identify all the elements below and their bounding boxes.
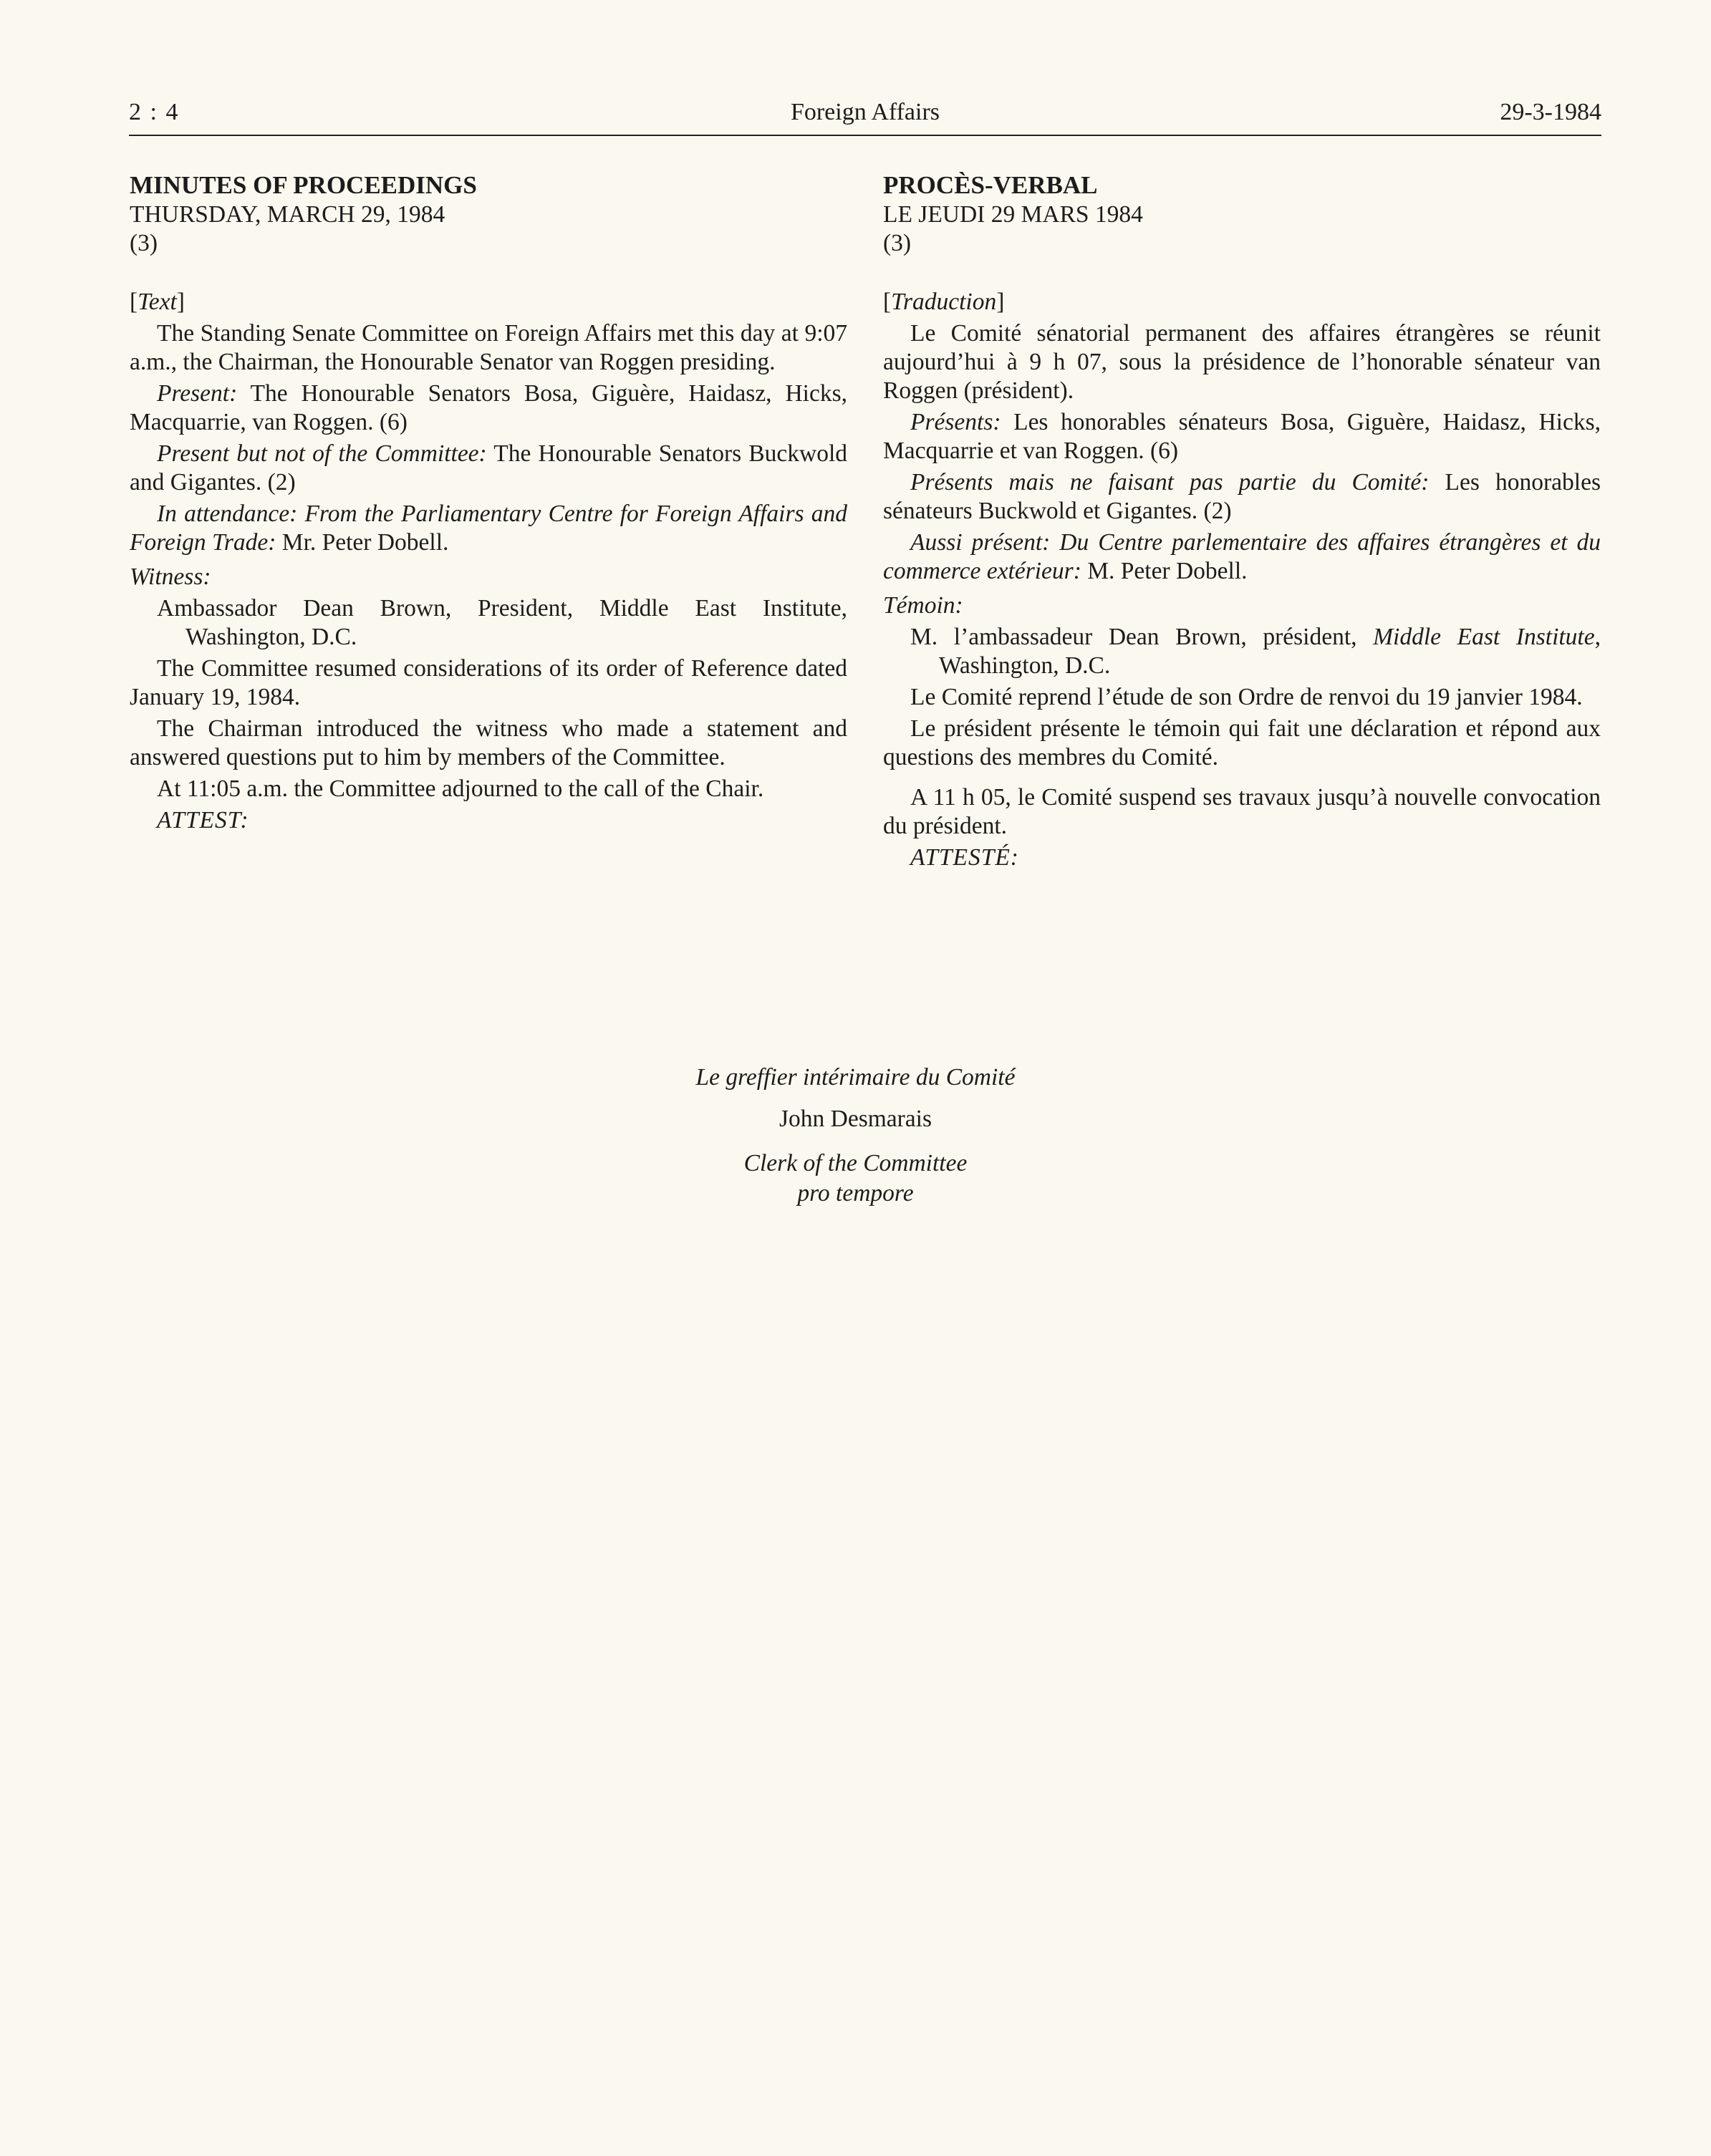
english-witness-text: Ambassador Dean Brown, President, Middle East Institute, Washington, D.C. xyxy=(157,595,847,650)
english-attest: ATTEST: xyxy=(157,807,249,833)
witness-text-italic: Middle East Institute xyxy=(1373,624,1595,650)
text-label-word: Text xyxy=(138,289,177,315)
english-text-label xyxy=(130,288,847,316)
french-column xyxy=(883,170,1601,872)
present-not-label: Present but not of the Committee: xyxy=(157,440,487,467)
french-present-paragraph xyxy=(883,408,1601,465)
english-sitting-number: (3) xyxy=(130,230,158,256)
english-present-paragraph xyxy=(130,380,847,437)
page-header xyxy=(129,92,1601,130)
english-meeting-paragraph: The Standing Senate Committee on Foreign Affairs met this day at 9:07 a.m., the Chairman, the Honourable Senator van Roggen presiding. xyxy=(130,320,847,375)
signature-english-role-line1: Clerk of the Committee xyxy=(743,1150,968,1176)
header-date: 29-3-1984 xyxy=(1500,99,1601,125)
signature-block xyxy=(0,1063,1711,1209)
attendance-text: M. Peter Dobell. xyxy=(1081,558,1248,584)
present-not-text: The Honourable Senators Buckwold and Gigantes. (2) xyxy=(130,440,848,496)
signature-name: John Desmarais xyxy=(779,1106,932,1132)
bracket-open: [ xyxy=(883,289,892,315)
signature-french-role: Le greffier intérimaire du Comité xyxy=(695,1064,1016,1091)
attendance-label: In attendance: From the Parliamentary Centre for Foreign Affairs and Foreign Trade: xyxy=(130,501,847,556)
bracket-open: [ xyxy=(130,289,138,315)
page-number: 2 : 4 xyxy=(129,99,180,125)
bracket-close: ] xyxy=(996,289,1005,315)
english-adjourned-paragraph: At 11:05 a.m. the Committee adjourned to the call of the Chair. xyxy=(157,775,764,802)
present-label: Présents: xyxy=(910,409,1001,435)
english-introduced-paragraph: The Chairman introduced the witness who made a statement and answered questions put to him by members of the Committee. xyxy=(130,715,847,770)
bracket-close: ] xyxy=(176,289,185,315)
french-adjourned-paragraph: A 11 h 05, le Comité suspend ses travaux jusqu’à nouvelle convocation du président. xyxy=(883,784,1601,839)
french-witness-text xyxy=(883,623,1601,680)
french-witness-label: Témoin: xyxy=(883,592,963,619)
french-heading: PROCÈS-VERBAL xyxy=(883,171,1098,199)
english-resumed-paragraph: The Committee resumed considerations of its order of Reference dated January 19, 1984. xyxy=(130,655,847,710)
present-not-label: Présents mais ne faisant pas partie du Comité: xyxy=(910,469,1430,496)
attendance-label: Aussi présent: Du Centre parlementaire des affaires étrangères et du commerce extérieur: xyxy=(883,529,1601,584)
english-witness-label: Witness: xyxy=(130,564,211,590)
french-date-line: LE JEUDI 29 MARS 1984 xyxy=(883,201,1143,228)
english-heading: MINUTES OF PROCEEDINGS xyxy=(130,171,477,199)
english-attendance-paragraph xyxy=(130,500,847,557)
french-attest: ATTESTÉ: xyxy=(910,844,1019,871)
present-label: Present: xyxy=(157,380,238,407)
present-not-text: Les honorables sénateurs Buckwold et Gigantes. (2) xyxy=(883,469,1601,524)
french-attendance-paragraph xyxy=(883,528,1601,586)
english-present-not-paragraph xyxy=(130,440,847,497)
french-text-label xyxy=(883,288,1601,316)
french-introduced-paragraph: Le président présente le témoin qui fait une déclaration et répond aux questions des membres du Comité. xyxy=(883,715,1601,770)
witness-text-part2: , Washington, D.C. xyxy=(939,624,1601,679)
text-label-word: Traduction xyxy=(891,289,997,315)
french-sitting-number: (3) xyxy=(883,230,912,256)
witness-text-part1: M. l’ambassadeur Dean Brown, président, xyxy=(910,624,1374,650)
signature-english-role-line2: pro tempore xyxy=(797,1180,914,1207)
french-resumed-paragraph: Le Comité reprend l’étude de son Ordre de renvoi du 19 janvier 1984. xyxy=(910,684,1583,710)
english-date-line: THURSDAY, MARCH 29, 1984 xyxy=(130,201,445,228)
english-column xyxy=(130,170,847,835)
french-meeting-paragraph: Le Comité sénatorial permanent des affaires étrangères se réunit aujourd’hui à 9 h 07, sous la présidence de l’honorable sénateur van Roggen (président). xyxy=(883,320,1601,404)
running-title: Foreign Affairs xyxy=(790,99,940,125)
attendance-text: Mr. Peter Dobell. xyxy=(276,529,449,556)
header-rule xyxy=(129,135,1601,136)
french-present-not-paragraph xyxy=(883,468,1601,526)
present-text: The Honourable Senators Bosa, Giguère, Haidasz, Hicks, Macquarrie, van Roggen. (6) xyxy=(130,380,847,435)
present-text: Les honorables sénateurs Bosa, Giguère, Haidasz, Hicks, Macquarrie et van Roggen. (6) xyxy=(883,409,1601,464)
